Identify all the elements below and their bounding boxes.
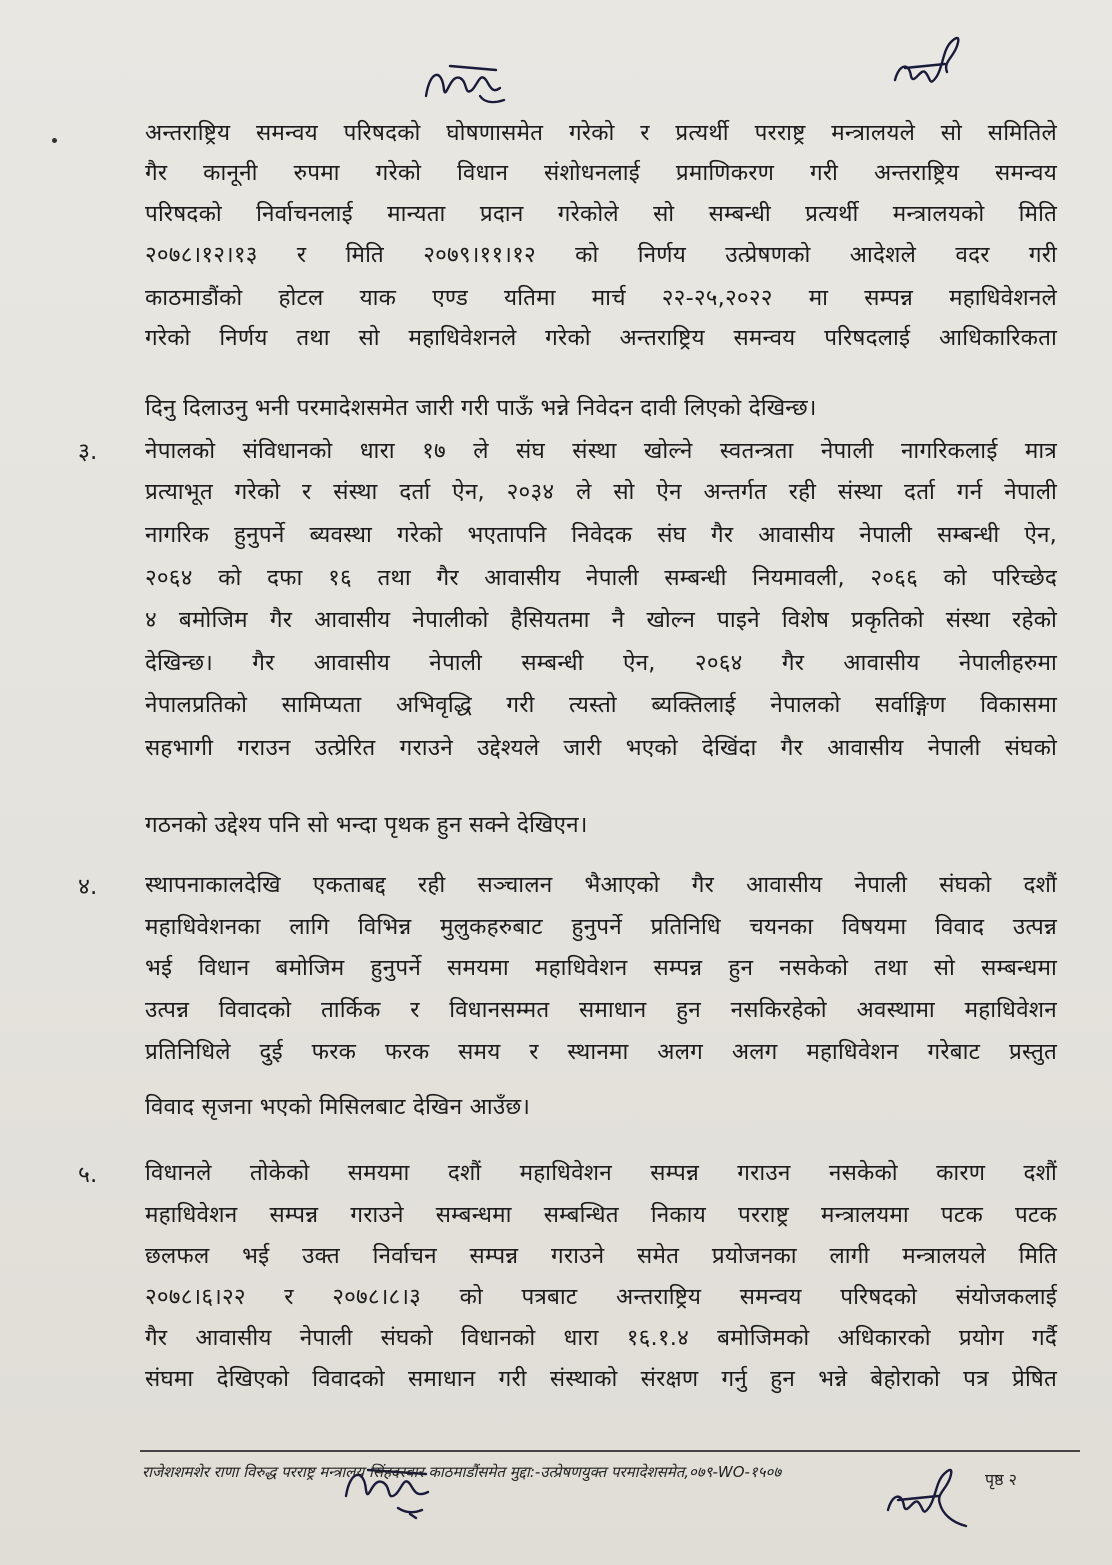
section-number: ५. xyxy=(78,1162,98,1188)
paragraph-line: उत्पन्न विवादको तार्किक र विधानसम्मत समाधान हुन नसकिरहेको अवस्थामा महाधिवेशन xyxy=(145,997,1057,1023)
margin-dot xyxy=(52,138,57,143)
paragraph-line: गैर कानूनी रुपमा गरेको विधान संशोधनलाई प्रमाणिकरण गरी अन्तराष्ट्रिय समन्वय xyxy=(145,160,1057,186)
paragraph-line: नागरिक हुनुपर्ने ब्यवस्था गरेको भएतापनि निवेदक संघ गैर आवासीय नेपाली सम्बन्धी ऐन, xyxy=(145,522,1057,548)
section-number: ४. xyxy=(78,874,98,900)
signature-bottom-right xyxy=(880,1460,975,1530)
paragraph-line: २०७८।१२।१३ र मिति २०७९।११।१२ को निर्णय उत्प्रेषणको आदेशले वदर गरी xyxy=(145,242,1057,268)
paragraph-line: नेपालप्रतिको सामिप्यता अभिवृद्धि गरी त्यस्तो ब्यक्तिलाई नेपालको सर्वाङ्गिण विकासमा xyxy=(145,692,1057,718)
paragraph-line: गैर आवासीय नेपाली संघको विधानको धारा १६.१.४ बमोजिमको अधिकारको प्रयोग गर्दै xyxy=(145,1325,1057,1351)
paragraph-line: छलफल भई उक्त निर्वाचन सम्पन्न गराउने समेत प्रयोजनका लागी मन्त्रालयले मिति xyxy=(145,1243,1057,1269)
paragraph-line: प्रतिनिधिले दुई फरक फरक समय र स्थानमा अलग अलग महाधिवेशन गरेबाट प्रस्तुत xyxy=(145,1039,1057,1065)
footer-case-title: राजेशशमशेर राणा विरुद्ध परराष्ट्र मन्त्रालय सिंहदरबार काठमाडौंसमेत मुद्दा:-उत्प्रेषणयुक्त परमादेशसमेत,०७९-WO-१५०७ xyxy=(142,1463,782,1481)
paragraph-line: भई विधान बमोजिम हुनुपर्ने समयमा महाधिवेशन सम्पन्न हुन नसकेको तथा सो सम्बन्धमा xyxy=(145,955,1057,981)
paragraph-line: अन्तराष्ट्रिय समन्वय परिषदको घोषणासमेत गरेको र प्रत्यर्थी परराष्ट्र मन्त्रालयले सो समितिले xyxy=(145,120,1057,146)
paragraph-line: प्रत्याभूत गरेको र संस्था दर्ता ऐन, २०३४ ले सो ऐन अन्तर्गत रही संस्था दर्ता गर्न नेपाली xyxy=(145,479,1057,505)
signature-top-left xyxy=(420,60,510,110)
paragraph-line: २०७८।६।२२ र २०७८।८।३ को पत्रबाट अन्तराष्ट्रिय समन्वय परिषदको संयोजकलाई xyxy=(145,1284,1057,1310)
paragraph-line: परिषदको निर्वाचनलाई मान्यता प्रदान गरेकोले सो सम्बन्धी प्रत्यर्थी मन्त्रालयको मिति xyxy=(145,201,1057,227)
paragraph-line: विधानले तोकेको समयमा दशौं महाधिवेशन सम्पन्न गराउन नसकेको कारण दशौं xyxy=(145,1160,1057,1186)
paragraph-line: स्थापनाकालदेखि एकताबद्द रही सञ्चालन भैआएको गैर आवासीय नेपाली संघको दशौं xyxy=(145,872,1057,898)
signature-top-right xyxy=(885,28,965,98)
paragraph-line: गठनको उद्देश्य पनि सो भन्दा पृथक हुन सक्ने देखिएन। xyxy=(145,812,588,838)
paragraph-line: दिनु दिलाउनु भनी परमादेशसमेत जारी गरी पाऊँ भन्ने निवेदन दावी लिएको देखिन्छ। xyxy=(145,395,817,421)
footer-divider xyxy=(140,1450,1080,1452)
section-number: ३. xyxy=(78,439,98,465)
paragraph-line: विवाद सृजना भएको मिसिलबाट देखिन आउँछ। xyxy=(145,1094,531,1120)
paragraph-line: गरेको निर्णय तथा सो महाधिवेशनले गरेको अन्तराष्ट्रिय समन्वय परिषदलाई आधिकारिकता xyxy=(145,325,1057,351)
paragraph-line: नेपालको संविधानको धारा १७ ले संघ संस्था खोल्ने स्वतन्त्रता नेपाली नागरिकलाई मात्र xyxy=(145,438,1057,464)
paragraph-line: महाधिवेशन सम्पन्न गराउने सम्बन्धमा सम्बन्धित निकाय परराष्ट्र मन्त्रालयमा पटक पटक xyxy=(145,1202,1057,1228)
page-number: पृष्ठ २ xyxy=(985,1470,1017,1489)
paragraph-line: सहभागी गराउन उत्प्रेरित गराउने उद्देश्यले जारी भएको देखिंदा गैर आवासीय नेपाली संघको xyxy=(145,735,1057,761)
paragraph-line: २०६४ को दफा १६ तथा गैर आवासीय नेपाली सम्बन्धी नियमावली, २०६६ को परिच्छेद xyxy=(145,565,1057,591)
paragraph-line: ४ बमोजिम गैर आवासीय नेपालीको हैसियतमा नै खोल्न पाइने विशेष प्रकृतिको संस्था रहेको xyxy=(145,607,1057,633)
paragraph-line: महाधिवेशनका लागि विभिन्न मुलुकहरुबाट हुनुपर्ने प्रतिनिधि चयनका विषयमा विवाद उत्पन्न xyxy=(145,914,1057,940)
paragraph-line: देखिन्छ। गैर आवासीय नेपाली सम्बन्धी ऐन, २०६४ गैर आवासीय नेपालीहरुमा xyxy=(145,650,1057,676)
paragraph-line: काठमाडौंको होटल याक एण्ड यतिमा मार्च २२-२५,२०२२ मा सम्पन्न महाधिवेशनले xyxy=(145,285,1057,311)
paragraph-line: संघमा देखिएको विवादको समाधान गरी संस्थाको संरक्षण गर्नु हुन भन्ने बेहोराको पत्र प्रेषित xyxy=(145,1366,1057,1392)
